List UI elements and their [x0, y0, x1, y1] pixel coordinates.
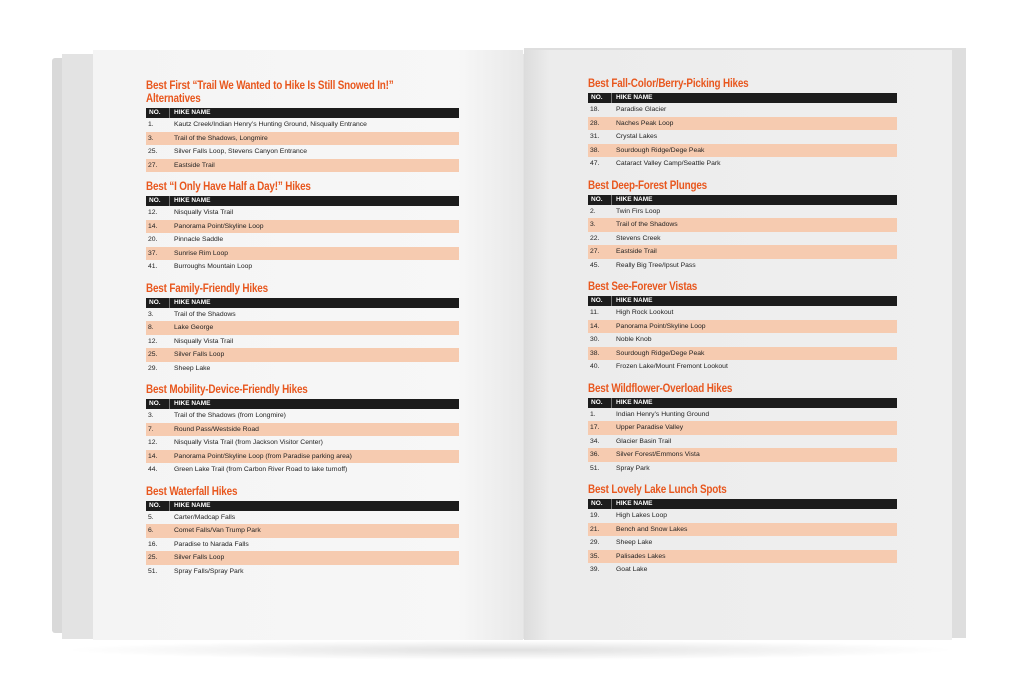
hike-list-section [146, 80, 459, 172]
table-row [588, 259, 897, 273]
hike-number: 5. [148, 513, 154, 521]
left-page [93, 50, 523, 640]
table-row [588, 130, 897, 144]
hike-name: Paradise to Narada Falls [174, 540, 249, 548]
hike-number: 6. [148, 527, 154, 534]
hike-number: 19. [590, 512, 600, 519]
hike-name: Sheep Lake [174, 364, 211, 372]
hike-name: Bench and Snow Lakes [616, 525, 688, 533]
hike-name: Sourdough Ridge/Dege Peak [616, 349, 705, 357]
hike-name: Paradise Glacier [616, 106, 667, 113]
hike-name: Nisqually Vista Trail (from Jackson Visitor Center) [174, 439, 323, 446]
hike-name: Pinnacle Saddle [174, 236, 224, 243]
hike-name: Cataract Valley Camp/Seattle Park [616, 160, 721, 167]
table-row [588, 360, 897, 374]
hike-number: 47. [590, 160, 600, 167]
book-shadow [60, 640, 960, 660]
hike-number: 7. [148, 425, 154, 433]
table-header [146, 108, 459, 118]
hike-name: Trail of the Shadows [174, 310, 236, 318]
table-row [146, 260, 459, 274]
section-title: Best First “Trail We Wanted to Hike Is Still Snowed In!” [146, 80, 394, 92]
table-row [588, 157, 897, 171]
table-row [146, 348, 459, 362]
hike-list-section [146, 486, 459, 579]
table-row [146, 511, 459, 525]
hike-number: 29. [590, 539, 600, 546]
section-title: Best Mobility-Device-Friendly Hikes [146, 384, 308, 396]
table-row [588, 435, 897, 449]
column-header-no: NO. [146, 298, 170, 308]
hike-name: Silver Falls Loop [174, 554, 225, 561]
hike-list-section [146, 181, 459, 274]
hike-name: Crystal Lakes [616, 133, 658, 140]
table-row [146, 538, 459, 552]
column-header-no: NO. [588, 296, 612, 306]
table-row [588, 218, 897, 232]
table-row [588, 523, 897, 537]
hike-number: 35. [590, 552, 600, 560]
table-row [146, 335, 459, 349]
hike-name: Silver Falls Loop [174, 351, 225, 358]
table-header [588, 195, 897, 205]
hike-number: 38. [590, 349, 600, 357]
hike-name: Goat Lake [616, 566, 648, 573]
section-title: Best Fall-Color/Berry-Picking Hikes [588, 78, 749, 90]
hike-number: 38. [590, 146, 600, 154]
hike-number: 12. [148, 209, 158, 216]
column-header-hike-name: HIKE NAME [616, 94, 653, 101]
hike-number: 44. [148, 466, 158, 473]
hike-number: 39. [590, 566, 600, 573]
column-header-hike-name: HIKE NAME [616, 297, 653, 304]
column-header-no: NO. [588, 398, 612, 408]
hike-name: Eastside Trail [174, 161, 215, 169]
hike-list-section [588, 484, 897, 577]
table-row [588, 306, 897, 320]
table-header [146, 501, 459, 511]
hike-name: Nisqually Vista Trail [174, 209, 234, 216]
hike-name: Round Pass/Westside Road [174, 425, 259, 433]
hike-list-section [146, 384, 459, 477]
hike-name: Nisqually Vista Trail [174, 337, 234, 345]
hike-number: 18. [590, 106, 600, 113]
table-row [588, 347, 897, 361]
hike-name: Green Lake Trail (from Carbon River Road to lake turnoff) [174, 466, 348, 473]
hike-list-section [588, 281, 897, 374]
hike-name: Panorama Point/Skyline Loop [616, 322, 706, 330]
hike-number: 34. [590, 437, 600, 445]
table-row [588, 563, 897, 577]
column-header-hike-name: HIKE NAME [174, 197, 211, 204]
hike-name: Carter/Madcap Falls [174, 513, 236, 521]
hike-number: 37. [148, 249, 158, 257]
hike-number: 14. [148, 222, 158, 230]
table-header [588, 499, 897, 509]
section-title: Best Waterfall Hikes [146, 485, 238, 498]
section-title: Best Deep-Forest Plunges [588, 179, 707, 192]
hike-number: 16. [148, 540, 158, 548]
table-row [146, 145, 459, 159]
hike-number: 1. [590, 410, 596, 418]
table-row [146, 132, 459, 146]
hike-number: 3. [148, 310, 154, 318]
hike-name: Burroughs Mountain Loop [174, 263, 253, 270]
table-row [588, 550, 897, 564]
hike-number: 36. [590, 451, 600, 458]
hike-name: Spray Falls/Spray Park [174, 567, 244, 575]
table-row [588, 117, 897, 131]
hike-number: 21. [590, 525, 600, 533]
table-row [146, 524, 459, 538]
table-row [146, 551, 459, 565]
table-row [588, 144, 897, 158]
table-row [588, 408, 897, 422]
table-row [146, 436, 459, 450]
hike-name: Kautz Creek/Indian Henry’s Hunting Ground, Nisqually Entrance [174, 121, 367, 128]
hike-number: 51. [148, 567, 158, 575]
table-header [588, 93, 897, 103]
hike-number: 14. [590, 322, 600, 330]
hike-list-section [588, 180, 897, 273]
column-header-no: NO. [146, 501, 170, 511]
hike-list-section [588, 78, 897, 171]
table-row [588, 509, 897, 523]
table-row [146, 450, 459, 464]
section-title: Best Family-Friendly Hikes [146, 282, 268, 295]
right-page-column [588, 78, 897, 586]
hike-number: 25. [148, 554, 158, 561]
section-title: Best “I Only Have Half a Day!” Hikes [146, 181, 311, 193]
table-row [588, 103, 897, 117]
table-row [146, 463, 459, 477]
hike-number: 22. [590, 234, 600, 242]
section-title: Best Wildflower-Overload Hikes [588, 382, 733, 395]
table-row [146, 565, 459, 579]
hike-number: 3. [148, 134, 154, 142]
hike-name: Silver Falls Loop, Stevens Canyon Entrance [174, 148, 307, 155]
column-header-no: NO. [588, 93, 612, 103]
table-header [588, 296, 897, 306]
table-row [588, 205, 897, 219]
table-row [588, 448, 897, 462]
hike-number: 25. [148, 148, 158, 155]
hike-name: Really Big Tree/Ipsut Pass [616, 261, 696, 269]
hike-name: Comet Falls/Van Trump Park [174, 527, 261, 534]
hike-name: Twin Firs Loop [616, 207, 661, 215]
hike-list-section [588, 383, 897, 476]
table-row [146, 308, 459, 322]
hike-name: Indian Henry’s Hunting Ground [616, 410, 710, 418]
hike-number: 17. [590, 424, 600, 431]
table-row [146, 247, 459, 261]
section-title: Best Lovely Lake Lunch Spots [588, 484, 727, 496]
hike-number: 12. [148, 439, 158, 446]
column-header-no: NO. [146, 108, 170, 118]
column-header-no: NO. [588, 195, 612, 205]
table-row [146, 233, 459, 247]
table-row [146, 159, 459, 173]
hike-name: Spray Park [616, 464, 650, 472]
column-header-no: NO. [588, 499, 612, 509]
hike-number: 12. [148, 337, 158, 345]
hike-name: Stevens Creek [616, 234, 661, 242]
hike-name: Trail of the Shadows (from Longmire) [174, 412, 286, 419]
hike-name: Trail of the Shadows, Longmire [174, 134, 268, 142]
column-header-no: NO. [146, 399, 170, 409]
hike-number: 40. [590, 363, 600, 370]
table-row [588, 245, 897, 259]
column-header-hike-name: HIKE NAME [174, 109, 211, 116]
hike-number: 30. [590, 336, 600, 343]
hike-name: Palisades Lakes [616, 552, 666, 560]
hike-name: Sunrise Rim Loop [174, 249, 229, 257]
hike-number: 31. [590, 133, 600, 140]
table-row [588, 333, 897, 347]
hike-number: 2. [590, 207, 596, 215]
table-row [146, 321, 459, 335]
table-row [146, 409, 459, 423]
hike-number: 45. [590, 261, 600, 269]
table-row [146, 206, 459, 220]
hike-number: 8. [148, 324, 154, 331]
hike-name: High Lakes Loop [616, 512, 668, 519]
hike-number: 11. [590, 309, 599, 316]
hike-number: 25. [148, 351, 158, 358]
table-row [588, 462, 897, 476]
table-row [588, 232, 897, 246]
hike-name: Panorama Point/Skyline Loop (from Paradise parking area) [174, 452, 352, 460]
table-header [146, 399, 459, 409]
column-header-hike-name: HIKE NAME [174, 400, 211, 407]
hike-name: Lake George [174, 324, 214, 331]
table-row [146, 423, 459, 437]
hike-name: Panorama Point/Skyline Loop [174, 222, 264, 230]
column-header-hike-name: HIKE NAME [174, 298, 211, 306]
section-title: Best See-Forever Vistas [588, 281, 698, 293]
hike-name: Trail of the Shadows [616, 221, 678, 228]
hike-number: 28. [590, 119, 600, 127]
column-header-hike-name: HIKE NAME [616, 195, 653, 203]
hike-number: 51. [590, 464, 600, 472]
table-header [146, 196, 459, 206]
hike-number: 1. [148, 121, 154, 128]
table-row [588, 536, 897, 550]
right-page [524, 50, 952, 640]
hike-name: High Rock Lookout [616, 309, 674, 316]
hike-number: 20. [148, 236, 158, 243]
hike-name: Sheep Lake [616, 539, 653, 546]
table-row [588, 421, 897, 435]
table-header [588, 398, 897, 408]
hike-number: 29. [148, 364, 158, 372]
column-header-hike-name: HIKE NAME [616, 500, 653, 507]
table-row [146, 118, 459, 132]
table-row [146, 362, 459, 376]
hike-number: 27. [148, 161, 158, 169]
hike-name: Noble Knob [616, 336, 652, 343]
hike-name: Glacier Basin Trail [616, 437, 672, 445]
table-row [588, 320, 897, 334]
hike-name: Upper Paradise Valley [616, 424, 684, 431]
hike-list-section [146, 283, 459, 376]
table-header [146, 298, 459, 308]
hike-number: 41. [148, 263, 158, 270]
section-title-line2: Alternatives [146, 93, 201, 105]
column-header-hike-name: HIKE NAME [174, 501, 211, 509]
hike-name: Silver Forest/Emmons Vista [616, 451, 700, 458]
column-header-hike-name: HIKE NAME [616, 398, 653, 406]
column-header-no: NO. [146, 196, 170, 206]
hike-name: Naches Peak Loop [616, 119, 674, 127]
hike-number: 3. [148, 412, 154, 419]
hike-name: Sourdough Ridge/Dege Peak [616, 146, 705, 154]
hike-number: 14. [148, 452, 158, 460]
table-row [146, 220, 459, 234]
left-page-column [146, 80, 459, 587]
hike-name: Frozen Lake/Mount Fremont Lookout [616, 363, 728, 370]
hike-number: 3. [590, 221, 596, 228]
hike-name: Eastside Trail [616, 248, 657, 255]
hike-number: 27. [590, 248, 600, 255]
